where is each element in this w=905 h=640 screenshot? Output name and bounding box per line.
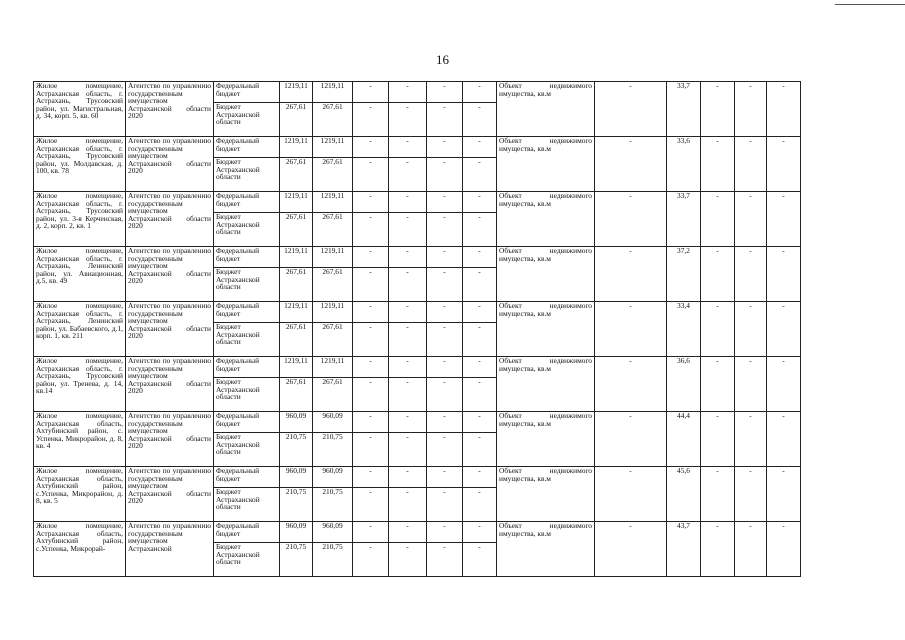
amount-cell: 960,09 — [313, 522, 353, 543]
dash-cell: - — [353, 158, 389, 192]
dash-cell: - — [463, 433, 497, 467]
dash-cell: - — [735, 522, 767, 577]
budget-cell: Федеральный бюджет — [214, 357, 280, 378]
dash-cell: - — [389, 137, 427, 158]
dash-cell: - — [353, 543, 389, 577]
dash-cell: - — [767, 412, 801, 467]
dash-cell: - — [353, 522, 389, 543]
dash-cell: - — [463, 82, 497, 103]
amount-cell: 1219,11 — [280, 302, 313, 323]
budget-cell: Бюджет Астраханской области — [214, 323, 280, 357]
indicator-dash-cell: - — [595, 82, 667, 137]
table-row — [34, 302, 801, 323]
dash-cell: - — [735, 302, 767, 357]
dash-cell: - — [389, 412, 427, 433]
indicator-cell: Объект недвижимого имущества, кв.м — [497, 302, 595, 357]
dash-cell: - — [735, 137, 767, 192]
dash-cell: - — [463, 323, 497, 357]
value-cell: 43,7 — [667, 522, 701, 577]
dash-cell: - — [389, 158, 427, 192]
dash-cell: - — [427, 268, 463, 302]
amount-cell: 960,09 — [313, 467, 353, 488]
amount-cell: 267,61 — [280, 158, 313, 192]
budget-cell: Федеральный бюджет — [214, 247, 280, 268]
indicator-dash-cell: - — [595, 247, 667, 302]
budget-cell: Бюджет Астраханской области — [214, 268, 280, 302]
amount-cell: 210,75 — [280, 543, 313, 577]
amount-cell: 1219,11 — [280, 137, 313, 158]
budget-cell: Бюджет Астраханской области — [214, 543, 280, 577]
value-cell: 33,7 — [667, 192, 701, 247]
dash-cell: - — [353, 412, 389, 433]
amount-cell: 960,09 — [280, 467, 313, 488]
budget-cell: Федеральный бюджет — [214, 467, 280, 488]
amount-cell: 210,75 — [280, 488, 313, 522]
value-cell: 33,6 — [667, 137, 701, 192]
table-body — [34, 82, 801, 577]
amount-cell: 267,61 — [313, 103, 353, 137]
dash-cell: - — [389, 378, 427, 412]
indicator-cell: Объект недвижимого имущества, кв.м — [497, 467, 595, 522]
indicator-dash-cell: - — [595, 412, 667, 467]
top-rule — [835, 4, 905, 5]
amount-cell: 1219,11 — [280, 357, 313, 378]
indicator-dash-cell: - — [595, 522, 667, 577]
agency-cell: Агентство по управлению государственным имуществом Астраханской области 2020 — [126, 247, 214, 302]
amount-cell: 267,61 — [280, 378, 313, 412]
indicator-dash-cell: - — [595, 357, 667, 412]
dash-cell: - — [427, 522, 463, 543]
dash-cell: - — [735, 192, 767, 247]
dash-cell: - — [767, 522, 801, 577]
dash-cell: - — [701, 412, 735, 467]
amount-cell: 267,61 — [313, 268, 353, 302]
dash-cell: - — [701, 137, 735, 192]
dash-cell: - — [767, 467, 801, 522]
dash-cell: - — [427, 158, 463, 192]
dash-cell: - — [427, 378, 463, 412]
budget-cell: Федеральный бюджет — [214, 192, 280, 213]
indicator-cell: Объект недвижимого имущества, кв.м — [497, 247, 595, 302]
dash-cell: - — [353, 323, 389, 357]
indicator-dash-cell: - — [595, 137, 667, 192]
dash-cell: - — [463, 268, 497, 302]
dash-cell: - — [353, 433, 389, 467]
page-number: 16 — [436, 52, 449, 67]
dash-cell: - — [353, 137, 389, 158]
dash-cell: - — [389, 192, 427, 213]
dash-cell: - — [353, 247, 389, 268]
amount-cell: 210,75 — [313, 543, 353, 577]
table-row — [34, 467, 801, 488]
dash-cell: - — [427, 192, 463, 213]
amount-cell: 960,09 — [280, 412, 313, 433]
object-cell: Жилое помещение, Астраханская область, Ахтубинский район, с.Успенка, Микрорай- — [34, 522, 126, 577]
budget-cell: Федеральный бюджет — [214, 302, 280, 323]
amount-cell: 1219,11 — [280, 192, 313, 213]
object-cell: Жилое помещение, Астраханская область, г. Астрахань, Трусовский район, ул. 3-я Керченская, д. 2, корп. 2, кв. 1 — [34, 192, 126, 247]
dash-cell: - — [701, 467, 735, 522]
table-row — [34, 82, 801, 103]
indicator-dash-cell: - — [595, 302, 667, 357]
dash-cell: - — [427, 137, 463, 158]
indicator-dash-cell: - — [595, 192, 667, 247]
dash-cell: - — [735, 412, 767, 467]
dash-cell: - — [767, 247, 801, 302]
amount-cell: 960,09 — [313, 412, 353, 433]
indicator-cell: Объект недвижимого имущества, кв.м — [497, 412, 595, 467]
amount-cell: 267,61 — [280, 268, 313, 302]
agency-cell: Агентство по управлению государственным имуществом Астраханской области 2020 — [126, 467, 214, 522]
budget-cell: Бюджет Астраханской области — [214, 103, 280, 137]
amount-cell: 1219,11 — [313, 302, 353, 323]
value-cell: 33,7 — [667, 82, 701, 137]
amount-cell: 1219,11 — [313, 357, 353, 378]
dash-cell: - — [767, 192, 801, 247]
dash-cell: - — [463, 357, 497, 378]
agency-cell: Агентство по управлению государственным имуществом Астраханской области 2020 — [126, 302, 214, 357]
dash-cell: - — [463, 412, 497, 433]
budget-cell: Бюджет Астраханской области — [214, 488, 280, 522]
indicator-cell: Объект недвижимого имущества, кв.м — [497, 522, 595, 577]
table-row — [34, 192, 801, 213]
dash-cell: - — [463, 137, 497, 158]
dash-cell: - — [463, 522, 497, 543]
agency-cell: Агентство по управлению государственным имуществом Астраханской области 2020 — [126, 82, 214, 137]
dash-cell: - — [427, 488, 463, 522]
dash-cell: - — [735, 357, 767, 412]
amount-cell: 210,75 — [313, 488, 353, 522]
dash-cell: - — [701, 82, 735, 137]
amount-cell: 267,61 — [280, 213, 313, 247]
indicator-cell: Объект недвижимого имущества, кв.м — [497, 357, 595, 412]
dash-cell: - — [701, 192, 735, 247]
dash-cell: - — [353, 268, 389, 302]
dash-cell: - — [463, 378, 497, 412]
indicator-cell: Объект недвижимого имущества, кв.м — [497, 82, 595, 137]
budget-cell: Бюджет Астраханской области — [214, 378, 280, 412]
dash-cell: - — [389, 433, 427, 467]
dash-cell: - — [353, 467, 389, 488]
budget-cell: Федеральный бюджет — [214, 82, 280, 103]
dash-cell: - — [735, 467, 767, 522]
amount-cell: 1219,11 — [280, 82, 313, 103]
amount-cell: 267,61 — [313, 158, 353, 192]
dash-cell: - — [389, 82, 427, 103]
object-cell: Жилое помещение, Астраханская область, г. Астрахань, Трусовский район, ул. Тренева, д. 14, кв.14 — [34, 357, 126, 412]
object-cell: Жилое помещение, Астраханская область, Ахтубинский район, с.Успенка, Микрорайон, д. 8, кв. 5 — [34, 467, 126, 522]
amount-cell: 1219,11 — [313, 247, 353, 268]
table-row — [34, 412, 801, 433]
dash-cell: - — [389, 323, 427, 357]
amount-cell: 1219,11 — [313, 192, 353, 213]
amount-cell: 1219,11 — [313, 137, 353, 158]
dash-cell: - — [463, 213, 497, 247]
dash-cell: - — [427, 412, 463, 433]
budget-cell: Бюджет Астраханской области — [214, 158, 280, 192]
amount-cell: 267,61 — [280, 103, 313, 137]
dash-cell: - — [767, 357, 801, 412]
value-cell: 33,4 — [667, 302, 701, 357]
dash-cell: - — [427, 213, 463, 247]
amount-cell: 960,09 — [280, 522, 313, 543]
dash-cell: - — [701, 302, 735, 357]
dash-cell: - — [389, 522, 427, 543]
dash-cell: - — [353, 378, 389, 412]
dash-cell: - — [735, 82, 767, 137]
dash-cell: - — [353, 488, 389, 522]
dash-cell: - — [427, 543, 463, 577]
agency-cell: Агентство по управлению государственным имуществом Астраханской области 2020 — [126, 412, 214, 467]
dash-cell: - — [389, 103, 427, 137]
budget-cell: Бюджет Астраханской области — [214, 433, 280, 467]
dash-cell: - — [463, 158, 497, 192]
dash-cell: - — [353, 103, 389, 137]
dash-cell: - — [427, 247, 463, 268]
value-cell: 36,6 — [667, 357, 701, 412]
dash-cell: - — [767, 82, 801, 137]
amount-cell: 267,61 — [313, 213, 353, 247]
value-cell: 44,4 — [667, 412, 701, 467]
dash-cell: - — [463, 247, 497, 268]
amount-cell: 210,75 — [280, 433, 313, 467]
table-row — [34, 137, 801, 158]
dash-cell: - — [767, 137, 801, 192]
object-cell: Жилое помещение, Астраханская область, г. Астрахань, Ленинский район, ул. Бабаевского, д.1, корп. 1, кв. 211 — [34, 302, 126, 357]
dash-cell: - — [463, 302, 497, 323]
amount-cell: 267,61 — [313, 378, 353, 412]
budget-cell: Бюджет Астраханской области — [214, 213, 280, 247]
dash-cell: - — [463, 192, 497, 213]
dash-cell: - — [427, 82, 463, 103]
budget-cell: Федеральный бюджет — [214, 412, 280, 433]
amount-cell: 267,61 — [280, 323, 313, 357]
dash-cell: - — [701, 247, 735, 302]
agency-cell: Агентство по управлению государственным имуществом Астраханской области 2020 — [126, 357, 214, 412]
indicator-cell: Объект недвижимого имущества, кв.м — [497, 192, 595, 247]
dash-cell: - — [427, 433, 463, 467]
dash-cell: - — [353, 213, 389, 247]
dash-cell: - — [767, 302, 801, 357]
dash-cell: - — [463, 543, 497, 577]
amount-cell: 1219,11 — [313, 82, 353, 103]
budget-cell: Федеральный бюджет — [214, 137, 280, 158]
dash-cell: - — [427, 357, 463, 378]
amount-cell: 267,61 — [313, 323, 353, 357]
table-row — [34, 522, 801, 543]
object-cell: Жилое помещение, Астраханская область, г. Астрахань, Трусовский район, ул. Молдавская, д. 100, кв. 78 — [34, 137, 126, 192]
dash-cell: - — [389, 268, 427, 302]
dash-cell: - — [427, 467, 463, 488]
property-table — [33, 81, 801, 577]
object-cell: Жилое помещение, Астраханская область, г. Астрахань, Трусовский район, ул. Магистральная, д. 34, корп. 5, кв. 60 — [34, 82, 126, 137]
value-cell: 45,6 — [667, 467, 701, 522]
indicator-dash-cell: - — [595, 467, 667, 522]
dash-cell: - — [389, 302, 427, 323]
dash-cell: - — [427, 103, 463, 137]
dash-cell: - — [427, 302, 463, 323]
dash-cell: - — [353, 302, 389, 323]
dash-cell: - — [389, 543, 427, 577]
dash-cell: - — [427, 323, 463, 357]
agency-cell: Агентство по управлению государственным имуществом Астраханской области 2020 — [126, 137, 214, 192]
dash-cell: - — [389, 213, 427, 247]
dash-cell: - — [701, 357, 735, 412]
dash-cell: - — [735, 247, 767, 302]
dash-cell: - — [463, 488, 497, 522]
indicator-cell: Объект недвижимого имущества, кв.м — [497, 137, 595, 192]
dash-cell: - — [389, 357, 427, 378]
value-cell: 37,2 — [667, 247, 701, 302]
dash-cell: - — [353, 357, 389, 378]
amount-cell: 1219,11 — [280, 247, 313, 268]
agency-cell: Агентство по управлению государственным имуществом Астраханской — [126, 522, 214, 577]
dash-cell: - — [389, 488, 427, 522]
dash-cell: - — [389, 467, 427, 488]
amount-cell: 210,75 — [313, 433, 353, 467]
agency-cell: Агентство по управлению государственным имуществом Астраханской области 2020 — [126, 192, 214, 247]
budget-cell: Федеральный бюджет — [214, 522, 280, 543]
dash-cell: - — [389, 247, 427, 268]
dash-cell: - — [353, 192, 389, 213]
dash-cell: - — [353, 82, 389, 103]
object-cell: Жилое помещение, Астраханская область, г. Астрахань, Ленинский район, ул. Авиационная, д.5, кв. 49 — [34, 247, 126, 302]
table-row — [34, 247, 801, 268]
table-row — [34, 357, 801, 378]
dash-cell: - — [463, 103, 497, 137]
object-cell: Жилое помещение, Астраханская область, Ахтубинский район, с. Успенка, Микрорайон, д. 8, кв. 4 — [34, 412, 126, 467]
dash-cell: - — [463, 467, 497, 488]
dash-cell: - — [701, 522, 735, 577]
